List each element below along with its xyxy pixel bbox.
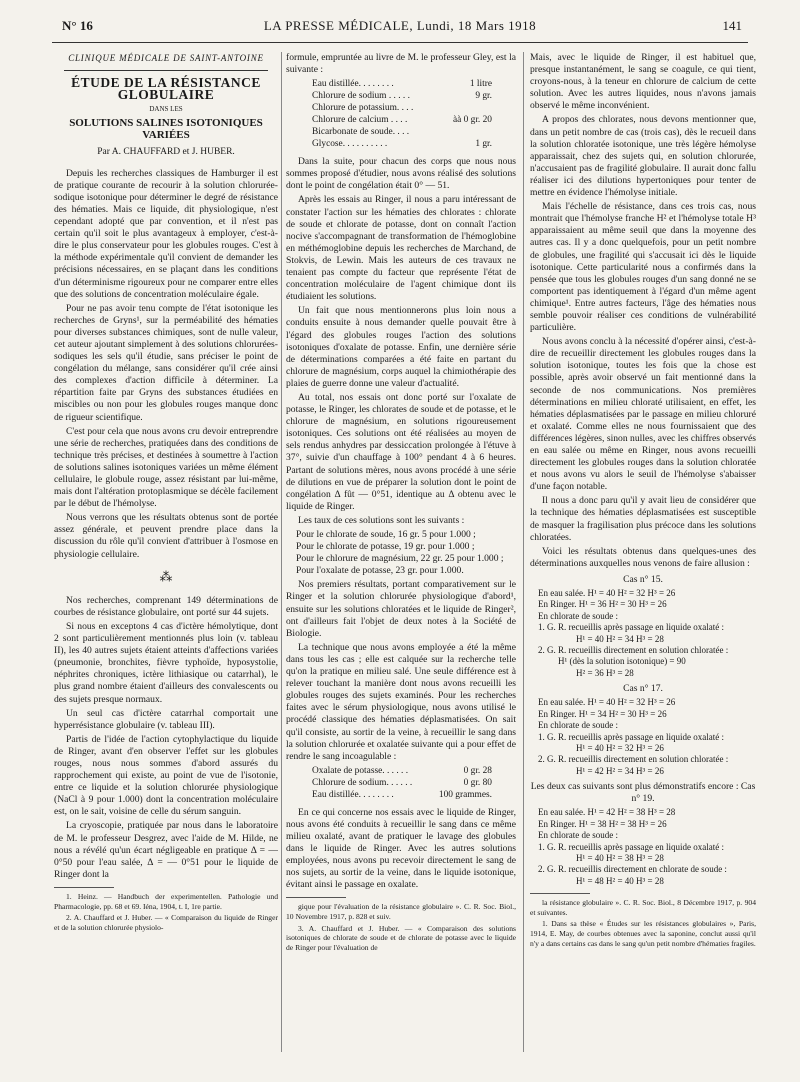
list-item: Pour le chlorure de magnésium, 22 gr. 25 pour 1.000 ;: [296, 553, 504, 565]
list-item: Pour le chlorate de soude, 16 gr. 5 pour 1.000 ;: [296, 529, 476, 540]
result-line: 2. G. R. recueillis directement en chlorate de soude :: [538, 864, 727, 875]
result-line: 1. G. R. recueillis après passage en liquide oxalaté :: [538, 841, 724, 852]
paragraph: Dans la suite, pour chacun des corps que nous nous sommes proposé d'étudier, nous avons réalisé des solutions dont le point de congélation était 0° — 51.: [286, 156, 516, 192]
title-connector: DANS LES: [149, 105, 183, 114]
result-line: En Ringer. H¹ = 38 H² = 38 H³ = 26: [538, 818, 667, 829]
case-title: Les deux cas suivants sont plus démonstratifs encore : Cas n° 19.: [530, 781, 756, 805]
result-line: En chlorate de soude :: [538, 720, 618, 731]
formula-row: Eau distillée. . . . . . . . 100 grammes.: [312, 789, 492, 800]
case-results: [538, 807, 756, 887]
case-results: [538, 588, 756, 679]
result-line: En eau salée. H¹ = 40 H² = 32 H³ = 26: [538, 697, 676, 708]
formula-row: Chlorure de calcium . . . . àà 0 gr. 20: [312, 115, 492, 126]
paragraph: formule, empruntée au livre de M. le professeur Gley, est la suivante :: [286, 52, 516, 76]
column-2: [286, 52, 516, 1064]
footnote: 3. A. Chauffard et J. Huber. — « Comparaison des solutions isotoniques de chlorate de soude et de chlorate de potasse avec le liquide de Ringer pour l'évaluation de: [286, 923, 516, 952]
formula-row: Bicarbonate de soude. . . .: [312, 127, 410, 138]
result-line: H¹ = 48 H² = 40 H³ = 28: [576, 875, 664, 886]
result-line: En eau salée. H¹ = 42 H² = 38 H³ = 28: [538, 807, 676, 818]
footnote: 2. A. Chauffard et J. Huber. — « Comparaison du liquide de Ringer et de la solution chlorurée physiolo-: [54, 913, 278, 932]
paragraph: Voici les résultats obtenus dans quelques-unes des déterminations auxquelles nous venons de faire allusion :: [530, 545, 756, 569]
header-rule: [52, 42, 748, 43]
result-line: En Ringer. H¹ = 34 H² = 30 H³ = 26: [538, 708, 667, 719]
result-line: En chlorate de soude :: [538, 830, 618, 841]
section-separator: ⁂: [159, 568, 173, 584]
list-item: Pour l'oxalate de potasse, 23 gr. pour 1.000.: [296, 565, 464, 577]
column-divider: [281, 52, 282, 1052]
result-line: H¹ = 40 H² = 38 H³ = 28: [576, 853, 664, 864]
clinic-name: CLINIQUE MÉDICALE DE SAINT-ANTOINE: [68, 53, 264, 63]
issue-number: N° 16: [62, 18, 93, 33]
paragraph: Au total, nos essais ont donc porté sur l'oxalate de potasse, le Ringer, les chlorates de soude et de potasse, et le chlorure de magnésium, en solutions rigoureusement isotoniques. Ces solutions ont été réalisées au moyen de sels rendus anhydres par dessiccation prolongée à l'étuve à 37°, suivie d'un chauffage à 100° pendant 4 à 6 heures. Partant de solutions mères, nous avons procédé à une série de dilutions en vue de préparer la solution dont le point de congélation Δ fût — 0°51, identique au Δ obtenu avec le liquide de Ringer.: [286, 391, 516, 512]
footnote-rule: [54, 887, 114, 888]
formula-row: Chlorure de sodium . . . . . 9 gr.: [312, 91, 492, 102]
column-divider: [523, 52, 524, 1052]
result-line: H² = 36 H³ = 28: [576, 667, 634, 678]
ringer-formula: [312, 78, 516, 150]
result-line: En eau salée. H¹ = 40 H² = 32 H³ = 26: [538, 588, 676, 599]
title-rule: [64, 70, 268, 71]
paragraph: La technique que nous avons employée a été la même dans tous les cas ; elle est calquée sur la recherche telle qu'on la pratique en milieu salé. Une seule différence est à relever touchant la manière dont nous avons recueilli les globules rouges des sujets examinés. Pour les recherches faites avec le sérum physiologique, nous avons utilisé le procédé classique des hématies déplasmatisées. On sait qu'il consiste, au sortir de la veine, à recueillir le sang dans la solution chlorurée et oxalatée suivante qui a pour effet de rendre le sang incoagulable :: [286, 641, 516, 762]
paragraph: Pour ne pas avoir tenu compte de l'état isotonique les recherches de Gryns¹, sur la perméabilité des hématies pour diverses substances chimiques, sont de nulle valeur, cet auteur ajoutant simplement à des solutions chlorurées-sodiques les sels qu'il étudie, sans préciser le point de congélation du mélange, sans considérer qu'il crée ainsi des complexes d'action difficile à déterminer. La répartition faite par Gryns des substances étudiées en miscibles ou non pour les globules rouges manque donc de rigueur scientifique.: [54, 302, 278, 423]
page-header: [52, 18, 748, 38]
paragraph: Nous avons conclu à la nécessité d'opérer ainsi, c'est-à-dire de recueillir directement les globules rouges dans la solution isotonique, toutes les fois que la chose est possible, après avoir observé un fait mentionné dans la seconde de nos communications. Nos premières déterminations en milieu chloraté utilisaient, en effet, les hématies déplasmatisées par le passage en milieu chloruré et oxalaté. Comme elles ne nous fournissaient que des différences légères, sinon nulles, avec les chiffres observés en eau salée ou même en Ringer, nous avons recueilli directement les globules rouges dans la solution chloratée et nous avons vu alors le seuil de l'hémolyse s'abaisser d'une façon notable.: [530, 336, 756, 493]
column-1: [54, 52, 278, 1064]
paragraph: Nos recherches, comprenant 149 déterminations de courbes de résistance globulaire, ont porté sur 44 sujets.: [54, 594, 278, 618]
paragraph: Si nous en exceptons 4 cas d'ictère hémolytique, dont 2 sont particulièrement mentionnés plus loin (v. tableau II), les 40 autres sujets étaient atteints d'affections variées (pneumonie, bronchites, fièvre typhoïde, hyposystolie, néphrites chroniques, ictère lithiasique ou catarrhal), le plus grand nombre étaient d'ailleurs des convalescents ou des sujets presque normaux.: [54, 620, 278, 705]
formula-row: Chlorure de potassium. . . .: [312, 103, 414, 114]
footnote: 1. Dans sa thèse « Études sur les résistances globulaires », Paris, 1914, E. May, de courbes obtenues avec la saponine, conclut aussi qu'il n'y a dans certains cas dans le sang qu'un petit nombre d'hématies fragiles.: [530, 919, 756, 948]
paragraph: Nos premiers résultats, portant comparativement sur le Ringer et la solution chlorurée physiologique d'abord¹, ensuite sur les solutions chloratées et le liquide de Ringer², ont d'ailleurs fait l'objet de deux notes à la Société de Biologie.: [286, 579, 516, 639]
paragraph: Depuis les recherches classiques de Hamburger il est de pratique courante de recourir à la solution chlorurée-sodique isotonique pour déterminer le degré de résistance des hématies. Mais ce liquide, dit physiologique, n'est cependant adopté que par convention, et il n'est pas certain qu'il soit le plus avantageux à employer, c'est-à-dire le plus conservateur pour les globules rouges. C'est à la méthode expérimentale qu'il convient de demander les précisions nécessaires, en se plaçant dans les conditions d'un déterminisme rigoureux pour ne comparer entre elles que des solutions de concentration moléculaire égale.: [54, 167, 278, 300]
paragraph: Nous verrons que les résultats obtenus sont de portée assez générale, et peuvent prendre place dans la discussion du rôle qu'il convient d'attribuer à l'osmose en physiologie cellulaire.: [54, 512, 278, 560]
paragraph: En ce qui concerne nos essais avec le liquide de Ringer, nous avons été conduits à recueillir le sang dans ce même milieu oxalaté, avant de pratiquer le lavage des globules dans le liquide de Ringer. Avec les autres solutions employées, nous avons pu recevoir directement le sang de nos sujets, au sortir de la veine, dans le liquide isotonique, évitant ainsi le passage en oxalate.: [286, 806, 516, 891]
paragraph: Partis de l'idée de l'action cytophylactique du liquide de Ringer, avant d'en observer l'effet sur les globules rouges, nous nous sommes d'abord assurés du rapprochement qui existe, au point de vue de l'isotonie, entre ce liquide et la solution chlorurée physiologique (NaCl à 9 pour 1.000) dont la concentration moléculaire est, on le sait, voisine de celle du sérum sanguin.: [54, 733, 278, 818]
paragraph: Les taux de ces solutions sont les suivants :: [298, 514, 465, 526]
case-results: [538, 697, 756, 777]
case-title: Cas n° 17.: [623, 683, 663, 695]
result-line: H¹ = 40 H² = 34 H³ = 28: [576, 633, 664, 644]
footnote: gique pour l'évaluation de la résistance globulaire ». C. R. Soc. Biol., 10 Novembre 1917, p. 828 et suiv.: [286, 902, 516, 922]
article-subtitle: SOLUTIONS SALINES ISOTONIQUES VARIÉES: [69, 117, 263, 142]
paragraph: A propos des chlorates, nous devons mentionner que, dans un petit nombre de cas (trois cas), dès le recueil dans la solution chloratée isotonique, une très légère hémolyse apparaissait, chez des sujets qui, en solution chlorurée, n'accusaient pas de fragilité globulaire. Il aurait donc fallu réaliser ici des dilutions hypertoniques pour tenter de mettre en évidence l'hémolyse initiale.: [530, 114, 756, 199]
result-line: 2. G. R. recueillis directement en solution chloratée :: [538, 754, 729, 765]
result-line: 1. G. R. recueillis après passage en liquide oxalaté :: [538, 731, 724, 742]
footnote-rule: [530, 893, 590, 894]
list-item: Pour le chlorate de potasse, 19 gr. pour 1.000 ;: [296, 541, 475, 553]
footnote: 1. Heinz. — Handbuch der experimentellen. Pathologie und Pharmacologie, pp. 68 et 69. Iéna, 1904, t. I, 1re partie.: [54, 891, 278, 911]
formula-row: Oxalate de potasse. . . . . . 0 gr. 28: [312, 765, 492, 776]
article-title: ÉTUDE DE LA RÉSISTANCE GLOBULAIRE: [71, 75, 261, 103]
case-title: Cas n° 15.: [623, 573, 663, 585]
footnote-rule: [286, 897, 346, 898]
concentration-list: [286, 529, 516, 577]
formula-row: Chlorure de sodium. . . . . . 0 gr. 80: [312, 777, 492, 788]
paragraph: Un seul cas d'ictère catarrhal comportait une hyperrésistance globulaire (v. tableau III).: [54, 707, 278, 731]
paragraph: C'est pour cela que nous avons cru devoir entreprendre une série de recherches, pratiquées dans des conditions de technique très précises, et destinées à soumettre à l'action de solutions salines isotoniques variées un même élément cellulaire, le globule rouge, assez résistant par lui-même, mais dont l'altération protoplasmique se décèle facilement par le début de l'hémolyse.: [54, 425, 278, 510]
paragraph: Après les essais au Ringer, il nous a paru intéressant de constater l'action sur les hématies des chlorates : chlorate de soude et chlorate de potasse, dont on connaît l'action nocive s'accompagnant de transformation de l'hémoglobine en méthémoglobine depuis les recherches de Marchand, de Stokvis, de Lewin. Mais les auteurs de ces travaux ne tenaient pas compte du facteur que représente l'état de concentration moléculaire de l'agent chimique dont ils étudiaient les solutions.: [286, 194, 516, 303]
column-3: [530, 52, 756, 1064]
footnote: la résistance globulaire ». C. R. Soc. Biol., 8 Décembre 1917, p. 904 et suivantes.: [530, 898, 756, 917]
article-authors: Par A. CHAUFFARD et J. HUBER.: [97, 146, 235, 157]
formula-row: Eau distillée. . . . . . . . 1 litre: [312, 79, 492, 90]
result-line: H¹ = 42 H² = 34 H³ = 26: [576, 765, 664, 776]
oxalate-formula: [312, 765, 516, 801]
journal-title: LA PRESSE MÉDICALE, Lundi, 18 Mars 1918: [263, 18, 537, 33]
result-line: En Ringer. H¹ = 36 H² = 30 H³ = 26: [538, 599, 667, 610]
result-line: 1. G. R. recueillis après passage en liquide oxalaté :: [538, 622, 724, 633]
result-line: 2. G. R. recueillis directement en solution chloratée :: [538, 645, 729, 656]
paragraph: Mais l'échelle de résistance, dans ces trois cas, nous montrait que l'hémolyse franche H² et l'hémolyse totale H³ apparaissaient au même seuil que dans la moyenne des autres cas. Il y a donc quelquefois, pour un petit nombre de globules, une fragilité qui s'accusait ici dès le liquide isotonique. Cette particularité nous a confirmés dans la pensée que tous les globules rouges d'un sang donné ne se comportent pas identiquement à l'égard d'un même agent chimique¹. Entre autres facteurs, l'âge des hématies nous semble pouvoir réaliser ces conditions de vulnérabilité particulière.: [530, 201, 756, 334]
paragraph: Un fait que nous mentionnerons plus loin nous a conduits ensuite à nous demander quelle pouvait être à l'égard des globules rouges l'action des solutions isotoniques d'oxalate de potasse. Enfin, une dernière série de déterminations comparées a été faite en partant du chlorure de magnésium, corps auquel la chimiothérapie des plaies de guerre donne une valeur d'actualité.: [286, 305, 516, 389]
page-number: 141: [722, 18, 742, 33]
result-line: En chlorate de soude :: [538, 610, 618, 621]
paragraph: La cryoscopie, pratiquée par nous dans le laboratoire de M. le professeur Desgrez, avec l'aide de M. Hilde, ne nous a révélé qu'un écart négligeable en pratique Δ = — 0°50 pour l'eau salée, Δ = — 0°51 pour le liquide de Ringer dont la: [54, 820, 278, 880]
paragraph: Il nous a donc paru qu'il y avait lieu de considérer que la technique des hématies déplasmatisées est susceptible de masquer la fragilisation plus précoce dans les solutions chloratées.: [530, 495, 756, 543]
result-line: H¹ = 40 H² = 32 H³ = 26: [576, 743, 664, 753]
paragraph: Mais, avec le liquide de Ringer, il est habituel que, presque instantanément, le sang se coagule, ce qui tient, croyons-nous, à la teneur en chlorure de calcium de cette solution. Avec les autres liquides, nous n'avons jamais observé le même inconvénient.: [530, 52, 756, 112]
formula-row: Glycose. . . . . . . . . . 1 gr.: [312, 139, 492, 150]
result-line: H¹ (dès la solution isotonique) = 90: [558, 656, 686, 667]
